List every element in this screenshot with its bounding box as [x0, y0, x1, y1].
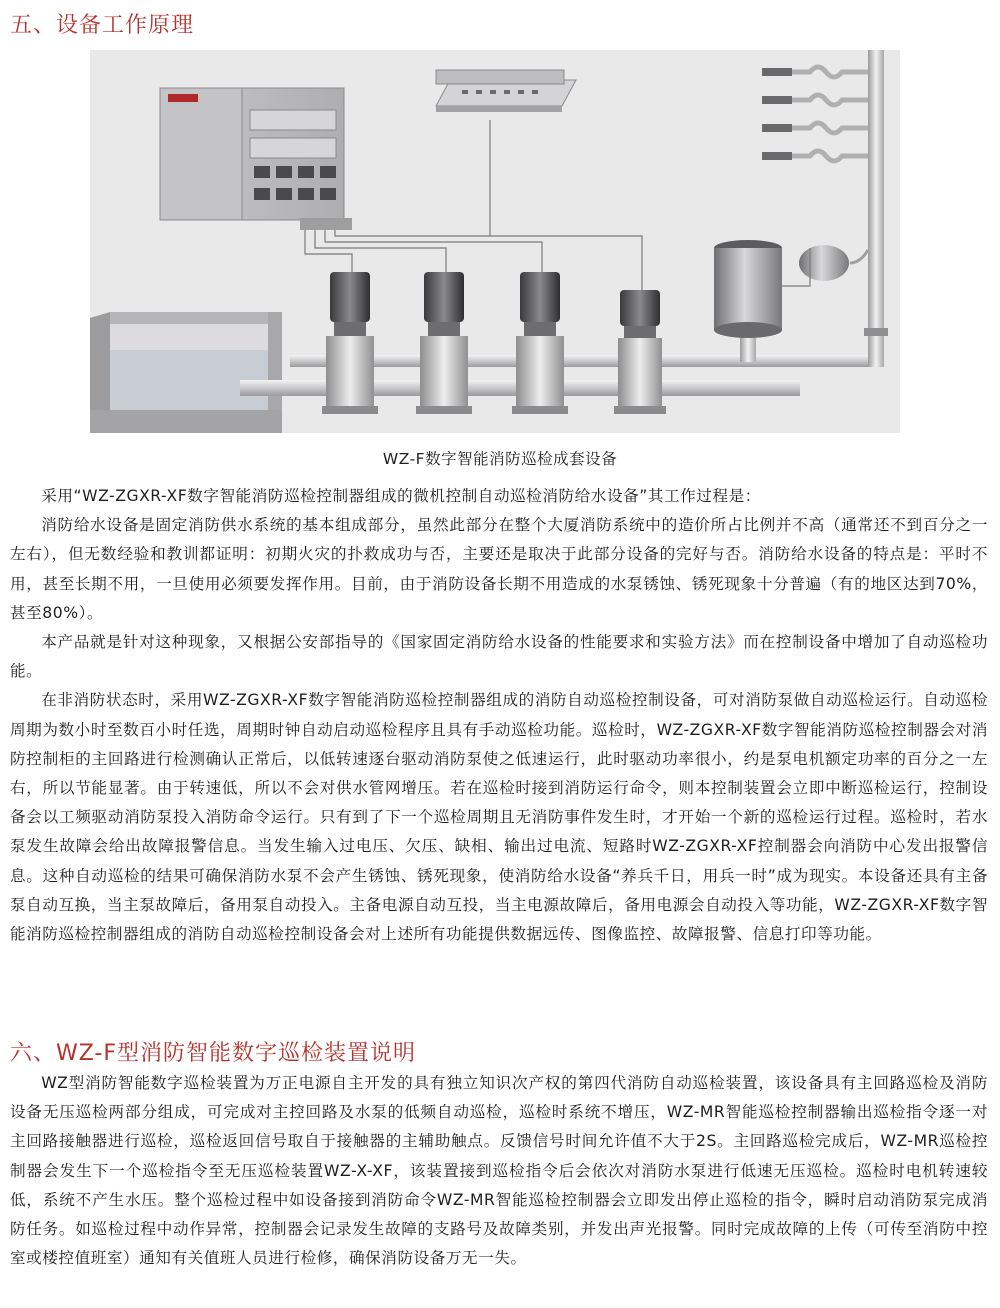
- paragraph: WZ型消防智能数字巡检装置为万正电源自主开发的具有独立知识次产权的第四代消防自动巡检装置，该设备具有主回路巡检及消防设备无压巡检两部分组成，可完成对主控回路及水泵的低频自动巡检，巡检时系统不增压，WZ-MR智能巡检控制器输出巡检指令逐一对主回路接触器进行巡检，巡检返回信号取自于接触器的主辅助触点。反馈信号时间允许值不大于2S。主回路巡检完成后，WZ-MR巡检控制器会发生下一个巡检指令至无压巡检装置WZ-X-XF，该装置接到巡检指令后会依次对消防水泵进行低速无压巡检。巡检时电机转速较低，系统不产生水压。整个巡检过程中如设备接到消防命令WZ-MR智能巡检控制器会立即发出停止巡检的指令，瞬时启动消防泵完成消防任务。如巡检过程中动作异常，控制器会记录发生故障的支路号及故障类别，并发出声光报警。同时完成故障的上传（可传至消防中控室或楼控值班室）通知有关值班人员进行检修，确保消防设备万无一失。: [10, 1074, 988, 1268]
- monitor-console: [436, 70, 576, 112]
- section-5-title: 五、设备工作原理: [10, 13, 195, 38]
- control-cabinet: [160, 88, 352, 230]
- hydrant-branches: [790, 67, 868, 161]
- pressure-tank: [714, 240, 868, 362]
- fire-pump-3: [512, 272, 568, 414]
- equipment-diagram-svg: [90, 50, 900, 433]
- section-5-body: [10, 482, 988, 949]
- paragraph: 消防给水设备是固定消防供水系统的基本组成部分，虽然此部分在整个大厦消防系统中的造价所占比例并不高（通常还不到百分之一左右），但无数经验和教训都证明：初期火灾的扑救成功与否，主要还是取决于此部分设备的完好与否。消防给水设备的特点是：平时不用，甚至长期不用，一旦使用必须要发挥作用。目前，由于消防设备长期不用造成的水泵锈蚀、锈死现象十分普遍（有的地区达到70%，甚至80%）。: [10, 516, 988, 622]
- figure-caption: WZ-F数字智能消防巡检成套设备: [382, 450, 618, 468]
- riser-pipe: [868, 50, 884, 367]
- jockey-pump: [614, 290, 666, 414]
- section-6-title: 六、WZ-F型消防智能数字巡检装置说明: [10, 1041, 417, 1066]
- fire-pump-2: [416, 272, 472, 414]
- section-6-body: [10, 1069, 988, 1273]
- water-reservoir: [90, 312, 282, 433]
- discharge-pipe: [290, 355, 880, 367]
- paragraph: 本产品就是针对这种现象，又根据公安部指导的《国家固定消防给水设备的性能要求和实验方法》而在控制设备中增加了自动巡检功能。: [10, 633, 988, 681]
- equipment-diagram: [90, 50, 900, 433]
- paragraph: 采用“WZ-ZGXR-XF数字智能消防巡检控制器组成的微机控制自动巡检消防给水设备”其工作过程是：: [41, 487, 761, 505]
- paragraph: 在非消防状态时，采用WZ-ZGXR-XF数字智能消防巡检控制器组成的消防自动巡检控制设备，可对消防泵做自动巡检运行。自动巡检周期为数小时至数百小时任选，周期时钟自动启动巡检程序且具有手动巡检功能。巡检时，WZ-ZGXR-XF数字智能消防巡检控制器会对消防控制柜的主回路进行检测确认正常后，以低转速逐台驱动消防泵使之低速运行，此时驱动功率很小，约是泵电机额定功率的百分之一左右，所以节能显著。由于转速低，所以不会对供水管网增压。若在巡检时接到消防运行命令，则本控制装置会立即中断巡检运行，控制设备会以工频驱动消防泵投入消防命令运行。只有到了下一个巡检周期且无消防事件发生时，才开始一个新的巡检运行过程。巡检时，若水泵发生故障会给出故障报警信息。当发生输入过电压、欠压、缺相、输出过电流、短路时WZ-ZGXR-XF控制器会向消防中心发出报警信息。这种自动巡检的结果可确保消防水泵不会产生锈蚀、锈死现象，使消防给水设备“养兵千日，用兵一时”成为现实。本设备还具有主备泵自动互换，当主泵故障后，备用泵自动投入。主备电源自动互投，当主电源故障后，备用电源会自动投入等功能，WZ-ZGXR-XF数字智能消防巡检控制器组成的消防自动巡检控制设备会对上述所有功能提供数据远传、图像监控、故障报警、信息打印等功能。: [10, 691, 988, 944]
- fire-pump-1: [322, 272, 378, 414]
